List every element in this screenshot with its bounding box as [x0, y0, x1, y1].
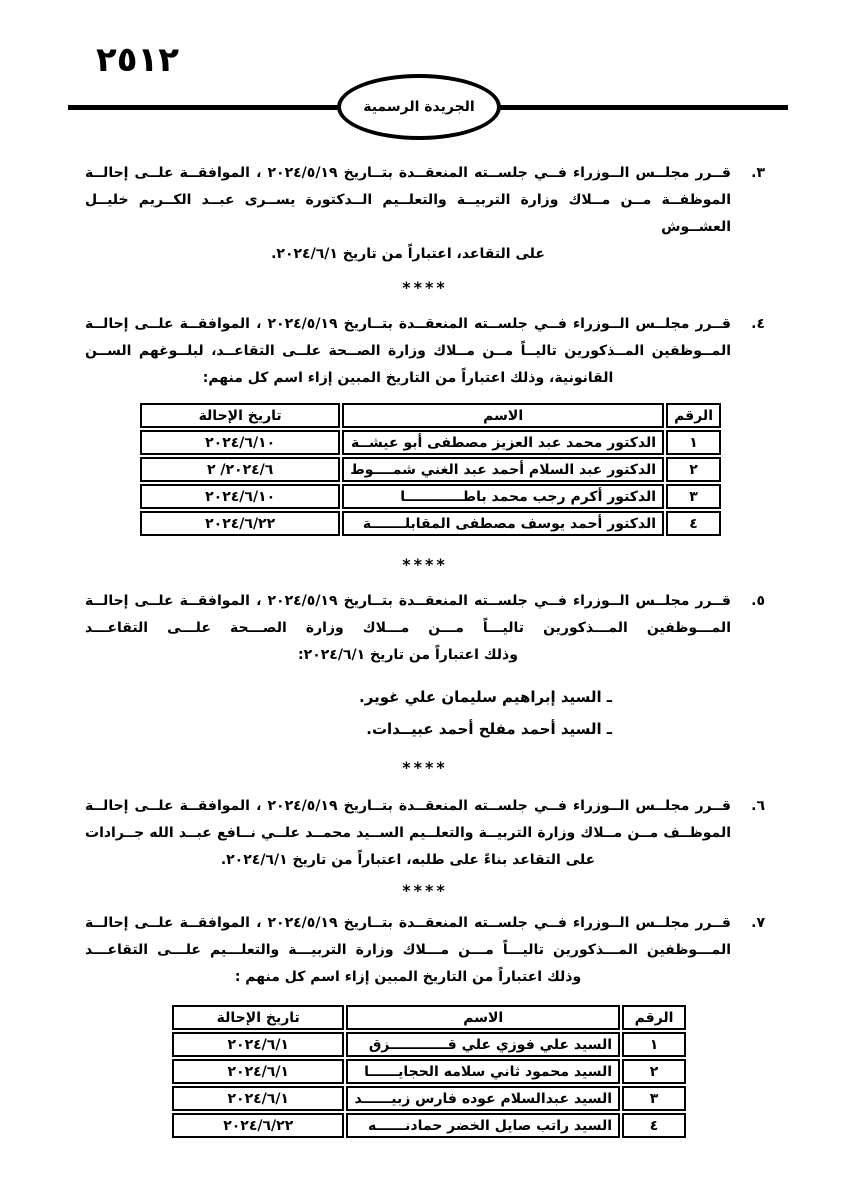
decree-number: ٣. — [751, 165, 765, 181]
column-header-number: الرقم — [666, 403, 721, 428]
table-row — [140, 511, 721, 536]
decree-number: ٥. — [751, 593, 765, 609]
decree-text-line: قــرر مجلــس الــوزراء فــي جلســته المنعقــدة بتــاريخ ٢٠٢٤/٥/١٩ ، الموافقــة علــى إحالــة — [85, 798, 731, 814]
masthead — [0, 0, 850, 150]
table-row — [172, 1113, 686, 1138]
cell-name: الدكتور محمد عبد العزيز مصطفى أبو عيشــة — [342, 430, 664, 455]
decree-text-line: وذلك اعتباراً من التاريخ المبين إزاء اسم كل منهم : — [234, 969, 582, 985]
column-header-name: الاسم — [346, 1005, 620, 1030]
cell-number: ٤ — [666, 511, 721, 536]
decree-text — [85, 910, 731, 991]
decree-text-line: على التقاعد، اعتباراً من تاريخ ٢٠٢٤/٦/١. — [271, 246, 545, 262]
table-header-row — [172, 1005, 686, 1030]
cell-date: ٢٠٢٤/٦/٢٢ — [172, 1113, 344, 1138]
decree-text-line: الموظفــة مــن مــلاك وزارة التربيــة والتعلــيم الــدكتورة يســرى عبــد الكــريم خليــل العشــوش — [85, 192, 731, 235]
cell-date: ٢٠٢٤/٦/١٠ — [140, 484, 340, 509]
decree-text-line: قــرر مجلــس الــوزراء فــي جلســته المنعقــدة بتــاريخ ٢٠٢٤/٥/١٩ ، الموافقــة علــى إحالــة — [85, 593, 731, 609]
bullet-item: ـ السيد إبراهيم سليمان علي غوير. — [359, 688, 612, 706]
cell-name: السيد راتب صايل الخضر حمادنــــــه — [346, 1113, 620, 1138]
decree-number: ٤. — [751, 316, 765, 332]
stars-separator: **** — [402, 278, 448, 297]
decree-text — [85, 160, 731, 268]
decree-text — [85, 311, 731, 392]
cell-name: الدكتور أكرم رجب محمد باطــــــــــــا — [342, 484, 664, 509]
cell-date: ٢٠٢٤/٦/ ٢ — [140, 457, 340, 482]
stars-separator: **** — [402, 555, 448, 574]
table-header-row — [140, 403, 721, 428]
decree-item-7 — [85, 910, 765, 991]
decree-text-line: القانونية، وذلك اعتباراً من التاريخ المبين إزاء اسم كل منهم: — [202, 370, 614, 386]
decree-item-6 — [85, 793, 765, 874]
table-row — [172, 1059, 686, 1084]
retirees-table-1 — [138, 401, 723, 538]
table-row — [140, 430, 721, 455]
table-row — [140, 484, 721, 509]
column-header-name: الاسم — [342, 403, 664, 428]
decree-text — [85, 793, 731, 874]
cell-date: ٢٠٢٤/٦/١٠ — [140, 430, 340, 455]
decree-item-5 — [85, 588, 765, 669]
decree-text — [85, 588, 731, 669]
decree-text-line: المـــوظفين المـــذكورين تاليـــاً مـــن مـــلاك وزارة الصـــحة علـــى التقاعـــد — [85, 620, 731, 636]
cell-number: ٣ — [666, 484, 721, 509]
cell-name: الدكتور أحمد يوسف مصطفى المقابلـــــــة — [342, 511, 664, 536]
cell-name: السيد محمود ثاني سلامه الحجايــــــا — [346, 1059, 620, 1084]
cell-name: السيد علي فوزي علي قــــــــــــزق — [346, 1032, 620, 1057]
column-header-date: تاريخ الإحالة — [140, 403, 340, 428]
cell-date: ٢٠٢٤/٦/١ — [172, 1086, 344, 1111]
decree-text-line: قــرر مجلــس الــوزراء فــي جلســته المنعقــدة بتــاريخ ٢٠٢٤/٥/١٩ ، الموافقــة علــى إحالــة — [85, 165, 731, 181]
cell-number: ٢ — [622, 1059, 686, 1084]
cell-number: ٣ — [622, 1086, 686, 1111]
page-number: ٢٥١٢ — [96, 40, 180, 80]
decree-number: ٧. — [751, 915, 765, 931]
cell-number: ١ — [666, 430, 721, 455]
table-row — [140, 457, 721, 482]
retirees-bullet-list — [85, 681, 612, 745]
cell-number: ١ — [622, 1032, 686, 1057]
cell-name: الدكتور عبد السلام أحمد عبد الغني شمــــوط — [342, 457, 664, 482]
cell-number: ٤ — [622, 1113, 686, 1138]
cell-date: ٢٠٢٤/٦/٢٢ — [140, 511, 340, 536]
decree-number: ٦. — [751, 798, 765, 814]
decree-text-line: وذلك اعتباراً من تاريخ ٢٠٢٤/٦/١: — [298, 647, 518, 663]
decree-text-line: المــوظفين المــذكورين تاليــاً مــن مــلاك وزارة الصــحة علــى التقاعــد، لبلــوغهم الســن — [85, 343, 731, 359]
stars-separator: **** — [402, 758, 448, 777]
decree-text-line: على التقاعد بناءً على طلبه، اعتباراً من تاريخ ٢٠٢٤/٦/١. — [220, 852, 596, 868]
page-content — [0, 160, 850, 1140]
cell-date: ٢٠٢٤/٦/١ — [172, 1059, 344, 1084]
bullet-item: ـ السيد أحمد مفلح أحمد عبيــدات. — [366, 720, 612, 738]
table-row — [172, 1032, 686, 1057]
masthead-title: الجريدة الرسمية — [363, 99, 475, 115]
column-header-number: الرقم — [622, 1005, 686, 1030]
table-row — [172, 1086, 686, 1111]
cell-name: السيد عبدالسلام عوده فارس زبيــــــد — [346, 1086, 620, 1111]
decree-text-line: الموظــف مــن مــلاك وزارة التربيــة والتعلــيم الســيد محمــد علــي نــافع عبــد الله جــرادات — [85, 825, 731, 841]
decree-item-4 — [85, 311, 765, 392]
stars-separator: **** — [402, 881, 448, 900]
decree-text-line: قــرر مجلــس الــوزراء فــي جلســته المنعقــدة بتــاريخ ٢٠٢٤/٥/١٩ ، الموافقــة علــى إحالــة — [85, 915, 731, 931]
retirees-table-2 — [170, 1003, 688, 1140]
cell-number: ٢ — [666, 457, 721, 482]
cell-date: ٢٠٢٤/٦/١ — [172, 1032, 344, 1057]
masthead-oval — [337, 74, 501, 140]
column-header-date: تاريخ الإحالة — [172, 1005, 344, 1030]
decree-text-line: المـــوظفين المـــذكورين تاليـــاً مـــن مـــلاك وزارة التربيـــة والتعلـــيم علـــى التقاعـــد — [85, 942, 731, 958]
decree-text-line: قــرر مجلــس الــوزراء فــي جلســته المنعقــدة بتــاريخ ٢٠٢٤/٥/١٩ ، الموافقــة علــى إحالــة — [85, 316, 731, 332]
decree-item-3 — [85, 160, 765, 268]
